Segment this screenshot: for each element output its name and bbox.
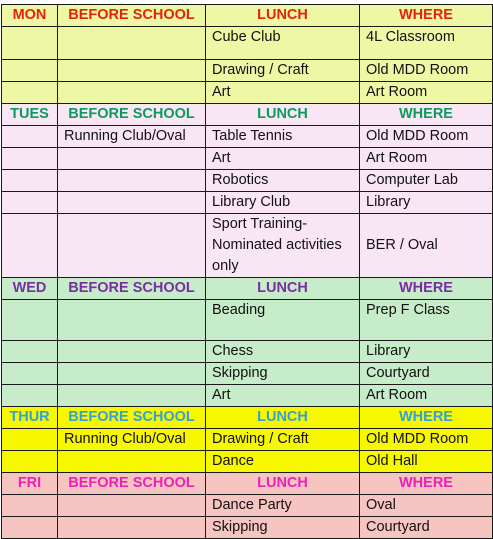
tue-before-school-heading: BEFORE SCHOOL [58, 104, 206, 126]
fri-lunch-heading: LUNCH [206, 473, 360, 495]
before-school-cell [58, 192, 206, 214]
day-spacer-cell [2, 300, 58, 341]
table-row [2, 451, 493, 473]
before-school-cell [58, 451, 206, 473]
table-row [2, 517, 493, 539]
lunch-activity-cell: Art [206, 82, 360, 104]
lunch-activity-cell: Beading [206, 300, 360, 341]
day-spacer-cell [2, 429, 58, 451]
fri-before-school-heading: BEFORE SCHOOL [58, 473, 206, 495]
table-row [2, 495, 493, 517]
wed-before-school-heading: BEFORE SCHOOL [58, 278, 206, 300]
day-spacer-cell [2, 126, 58, 148]
lunch-activity-cell: Dance [206, 451, 360, 473]
location-cell: Library [360, 192, 493, 214]
before-school-cell [58, 363, 206, 385]
day-spacer-cell [2, 341, 58, 363]
location-cell: Old Hall [360, 451, 493, 473]
wed-header-row [2, 278, 493, 300]
lunch-activity-cell: Chess [206, 341, 360, 363]
before-school-cell [58, 300, 206, 341]
weekly-activities-table [1, 4, 493, 539]
location-cell: BER / Oval [360, 214, 493, 278]
lunch-activity-cell: Dance Party [206, 495, 360, 517]
location-cell: Library [360, 341, 493, 363]
fri-where-heading: WHERE [360, 473, 493, 495]
table-row [2, 214, 493, 278]
mon-where-heading: WHERE [360, 5, 493, 27]
day-spacer-cell [2, 451, 58, 473]
tue-lunch-heading: LUNCH [206, 104, 360, 126]
before-school-cell [58, 495, 206, 517]
table-row [2, 126, 493, 148]
before-school-cell [58, 170, 206, 192]
before-school-cell [58, 148, 206, 170]
table-row [2, 300, 493, 341]
location-cell: Courtyard [360, 517, 493, 539]
lunch-activity-cell: Cube Club [206, 27, 360, 60]
wed-lunch-heading: LUNCH [206, 278, 360, 300]
mon-before-school-heading: BEFORE SCHOOL [58, 5, 206, 27]
before-school-cell [58, 82, 206, 104]
wed-where-heading: WHERE [360, 278, 493, 300]
day-spacer-cell [2, 363, 58, 385]
table-row [2, 60, 493, 82]
day-spacer-cell [2, 495, 58, 517]
location-cell: Courtyard [360, 363, 493, 385]
before-school-cell: Running Club/Oval [58, 126, 206, 148]
schedule-body [2, 5, 493, 539]
fri-day-label: FRI [2, 473, 58, 495]
location-cell: Prep F Class [360, 300, 493, 341]
before-school-cell [58, 341, 206, 363]
lunch-activity-cell: Skipping [206, 363, 360, 385]
thu-header-row [2, 407, 493, 429]
thu-day-label: THUR [2, 407, 58, 429]
location-cell: Art Room [360, 82, 493, 104]
location-cell: 4L Classroom [360, 27, 493, 60]
table-row [2, 341, 493, 363]
lunch-activity-cell: Art [206, 148, 360, 170]
lunch-activity-cell: Sport Training- Nominated activities only [206, 214, 360, 278]
fri-header-row [2, 473, 493, 495]
day-spacer-cell [2, 517, 58, 539]
day-spacer-cell [2, 148, 58, 170]
tue-header-row [2, 104, 493, 126]
table-row [2, 148, 493, 170]
location-cell: Art Room [360, 385, 493, 407]
day-spacer-cell [2, 192, 58, 214]
table-row [2, 82, 493, 104]
mon-header-row [2, 5, 493, 27]
thu-where-heading: WHERE [360, 407, 493, 429]
table-row [2, 170, 493, 192]
location-cell: Computer Lab [360, 170, 493, 192]
table-row [2, 385, 493, 407]
lunch-activity-cell: Library Club [206, 192, 360, 214]
table-row [2, 192, 493, 214]
before-school-cell [58, 517, 206, 539]
lunch-activity-cell: Table Tennis [206, 126, 360, 148]
tue-where-heading: WHERE [360, 104, 493, 126]
wed-day-label: WED [2, 278, 58, 300]
location-cell: Old MDD Room [360, 126, 493, 148]
location-cell: Oval [360, 495, 493, 517]
thu-lunch-heading: LUNCH [206, 407, 360, 429]
day-spacer-cell [2, 60, 58, 82]
lunch-activity-cell: Skipping [206, 517, 360, 539]
day-spacer-cell [2, 27, 58, 60]
location-cell: Art Room [360, 148, 493, 170]
location-cell: Old MDD Room [360, 429, 493, 451]
before-school-cell [58, 385, 206, 407]
thu-before-school-heading: BEFORE SCHOOL [58, 407, 206, 429]
day-spacer-cell [2, 214, 58, 278]
lunch-activity-cell: Art [206, 385, 360, 407]
table-row [2, 27, 493, 60]
table-row [2, 363, 493, 385]
day-spacer-cell [2, 82, 58, 104]
mon-lunch-heading: LUNCH [206, 5, 360, 27]
mon-day-label: MON [2, 5, 58, 27]
day-spacer-cell [2, 385, 58, 407]
before-school-cell [58, 214, 206, 278]
location-cell: Old MDD Room [360, 60, 493, 82]
before-school-cell [58, 27, 206, 60]
table-row [2, 429, 493, 451]
lunch-activity-cell: Drawing / Craft [206, 60, 360, 82]
day-spacer-cell [2, 170, 58, 192]
lunch-activity-cell: Drawing / Craft [206, 429, 360, 451]
before-school-cell: Running Club/Oval [58, 429, 206, 451]
tue-day-label: TUES [2, 104, 58, 126]
lunch-activity-cell: Robotics [206, 170, 360, 192]
before-school-cell [58, 60, 206, 82]
